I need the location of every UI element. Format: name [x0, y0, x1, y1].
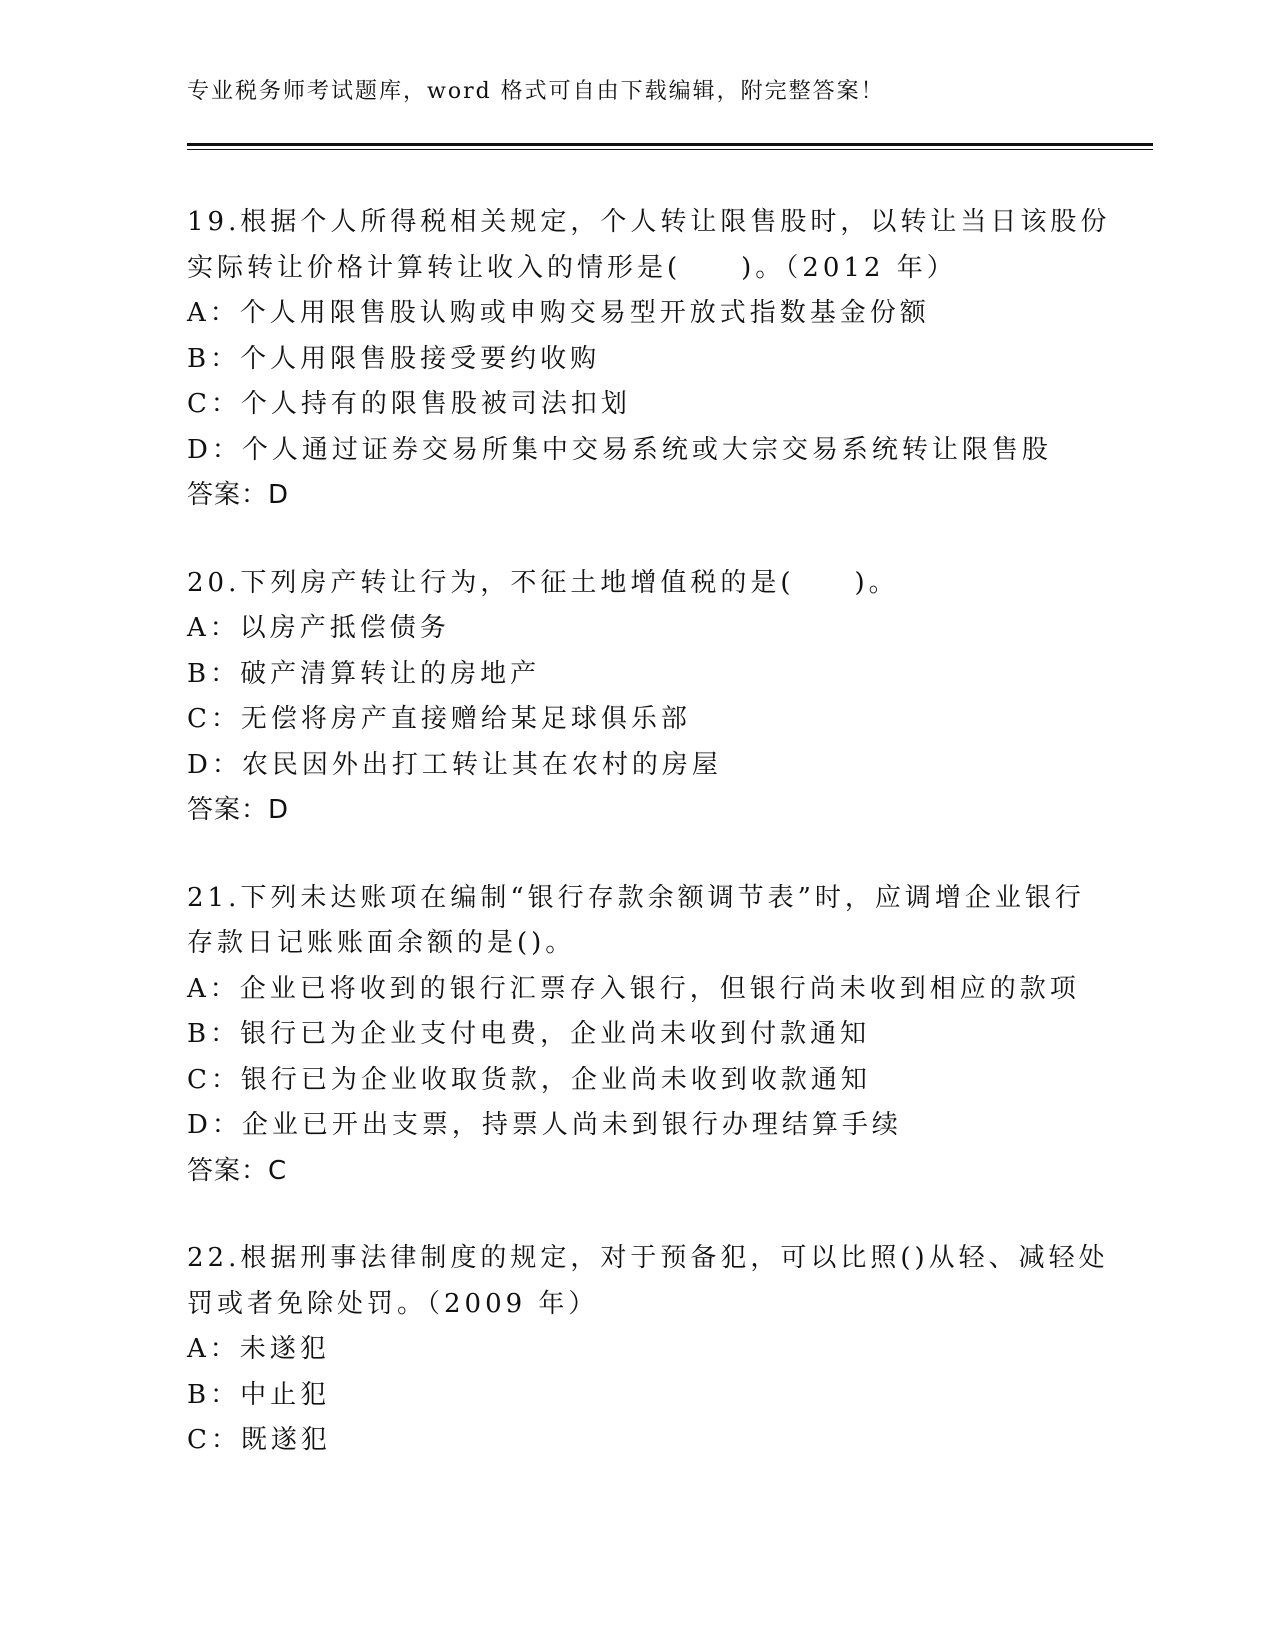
- option-a: A：未遂犯: [187, 1334, 330, 1364]
- question-stem-line: 罚或者免除处罚。（2009 年）: [187, 1288, 599, 1319]
- option-d: D：农民因外出打工转让其在农村的房屋: [187, 749, 722, 780]
- question-stem-line: 存款日记账账面余额的是()。: [187, 928, 576, 958]
- page-header: 专业税务师考试题库，word 格式可自由下载编辑，附完整答案！: [187, 79, 885, 104]
- question-list: [187, 200, 1111, 1506]
- option-d: D：个人通过证券交易所集中交易系统或大宗交易系统转让限售股: [187, 434, 1052, 465]
- option-b: B：破产清算转让的房地产: [187, 658, 541, 689]
- answer-label: 答案：D: [187, 480, 290, 510]
- question-stem-line: 实际转让价格计算转让收入的情形是( )。（2012 年）: [187, 252, 957, 283]
- question-stem-line: 22.根据刑事法律制度的规定，对于预备犯，可以比照()从轻、减轻处: [187, 1243, 1109, 1273]
- option-b: B：中止犯: [187, 1379, 331, 1410]
- header-rule-thick: [187, 143, 1153, 146]
- option-d: D：企业已开出支票，持票人尚未到银行办理结算手续: [187, 1110, 902, 1140]
- question-20: [187, 561, 1087, 834]
- option-b: B：银行已为企业支付电费，企业尚未收到付款通知: [187, 1019, 871, 1049]
- question-19: [187, 200, 1111, 519]
- question-21: [187, 876, 1087, 1195]
- option-a: A：企业已将收到的银行汇票存入银行，但银行尚未收到相应的款项: [187, 973, 1080, 1004]
- answer-label: 答案：C: [187, 1155, 288, 1186]
- question-22: [187, 1236, 1109, 1464]
- option-c: C：既遂犯: [187, 1425, 331, 1455]
- option-a: A：以房产抵偿债务: [187, 613, 450, 643]
- option-c: C：银行已为企业收取货款，企业尚未收到收款通知: [187, 1064, 871, 1095]
- option-a: A：个人用限售股认购或申购交易型开放式指数基金份额: [187, 298, 930, 328]
- question-stem-line: 21.下列未达账项在编制“银行存款余额调节表”时，应调增企业银行: [187, 882, 1085, 913]
- option-c: C：个人持有的限售股被司法扣划: [187, 389, 631, 419]
- question-stem-line: 19.根据个人所得税相关规定，个人转让限售股时，以转让当日该股份: [187, 207, 1111, 237]
- option-c: C：无偿将房产直接赠给某足球俱乐部: [187, 704, 691, 734]
- header-rule-thin: [187, 149, 1153, 150]
- option-b: B：个人用限售股接受要约收购: [187, 343, 601, 374]
- answer-label: 答案：D: [187, 795, 290, 825]
- question-stem-line: 20.下列房产转让行为，不征土地增值税的是( )。: [187, 567, 899, 598]
